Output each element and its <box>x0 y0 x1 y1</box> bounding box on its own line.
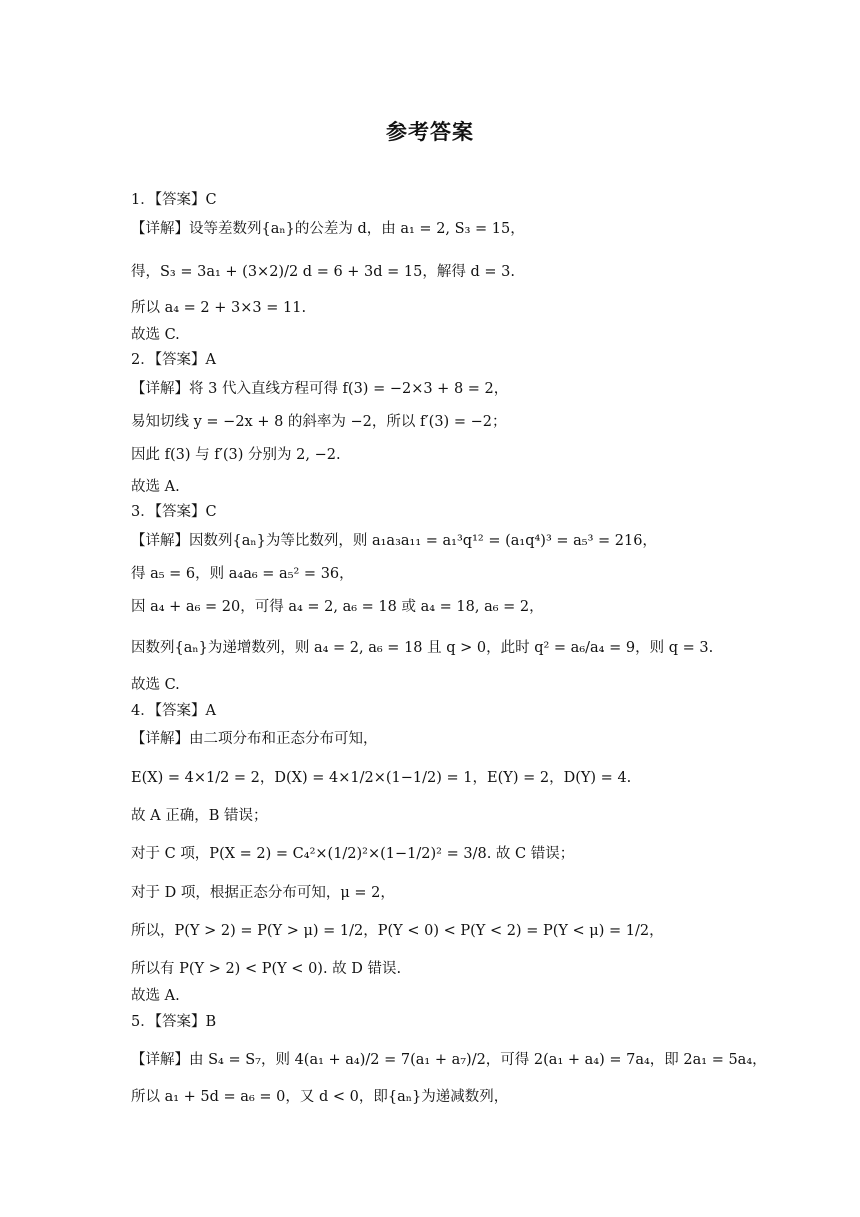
solution-line: 所以 a₁ + 5d = a₆ = 0，又 d < 0，即{aₙ}为递减数列， <box>131 1089 509 1105</box>
solution-line: 得 a₅ = 6，则 a₄a₆ = a₅² = 36， <box>131 566 354 582</box>
solution-line: E(X) = 4×1/2 = 2，D(X) = 4×1/2×(1−1/2) = 1，E(Y) = 2，D(Y) = 4. <box>131 770 632 786</box>
solution-line: 【详解】设等差数列{aₙ}的公差为 d，由 a₁ = 2, S₃ = 15， <box>131 221 525 237</box>
answer-heading: 2．【答案】A <box>131 352 216 368</box>
solution-line: 易知切线 y = −2x + 8 的斜率为 −2，所以 f′(3) = −2； <box>131 414 507 430</box>
solution-line: 对于 C 项，P(X = 2) = C₄²×(1/2)²×(1−1/2)² = 3/8. 故 C 错误； <box>131 846 575 862</box>
answer-heading: 4．【答案】A <box>131 703 216 719</box>
solution-line: 所以有 P(Y > 2) < P(Y < 0). 故 D 错误. <box>131 961 402 977</box>
solution-line: 故 A 正确，B 错误； <box>131 808 268 824</box>
solution-line: 所以 a₄ = 2 + 3×3 = 11. <box>131 300 307 316</box>
answer-heading: 1．【答案】C <box>131 192 217 208</box>
answer-heading: 3．【答案】C <box>131 504 217 520</box>
solution-line: 【详解】由二项分布和正态分布可知， <box>131 731 378 747</box>
solution-line: 故选 A. <box>131 988 180 1004</box>
solution-line: 得，S₃ = 3a₁ + (3×2)/2 d = 6 + 3d = 15，解得 d = 3. <box>131 264 515 280</box>
solution-line: 因 a₄ + a₆ = 20，可得 a₄ = 2, a₆ = 18 或 a₄ = 18, a₆ = 2， <box>131 599 544 615</box>
solution-line: 故选 A. <box>131 479 180 495</box>
solution-line: 【详解】将 3 代入直线方程可得 f(3) = −2×3 + 8 = 2， <box>131 381 509 397</box>
solution-line: 【详解】由 S₄ = S₇，则 4(a₁ + a₄)/2 = 7(a₁ + a₇)/2，可得 2(a₁ + a₄) = 7a₄，即 2a₁ = 5a₄， <box>131 1052 767 1068</box>
solution-line: 所以，P(Y > 2) = P(Y > μ) = 1/2，P(Y < 0) < P(Y < 2) = P(Y < μ) = 1/2， <box>131 923 664 939</box>
solution-line: 因此 f(3) 与 f′(3) 分别为 2, −2. <box>131 447 341 463</box>
solution-line: 故选 C. <box>131 327 180 343</box>
solution-line: 对于 D 项，根据正态分布可知，μ = 2， <box>131 885 395 901</box>
answer-heading: 5．【答案】B <box>131 1014 217 1030</box>
solution-line: 【详解】因数列{aₙ}为等比数列，则 a₁a₃a₁₁ = a₁³q¹² = (a₁q⁴)³ = a₅³ = 216， <box>131 533 657 549</box>
solution-line: 故选 C. <box>131 677 180 693</box>
solution-line: 因数列{aₙ}为递增数列，则 a₄ = 2, a₆ = 18 且 q > 0，此时 q² = a₆/a₄ = 9，则 q = 3. <box>131 640 714 656</box>
page-title: 参考答案 <box>386 120 474 144</box>
